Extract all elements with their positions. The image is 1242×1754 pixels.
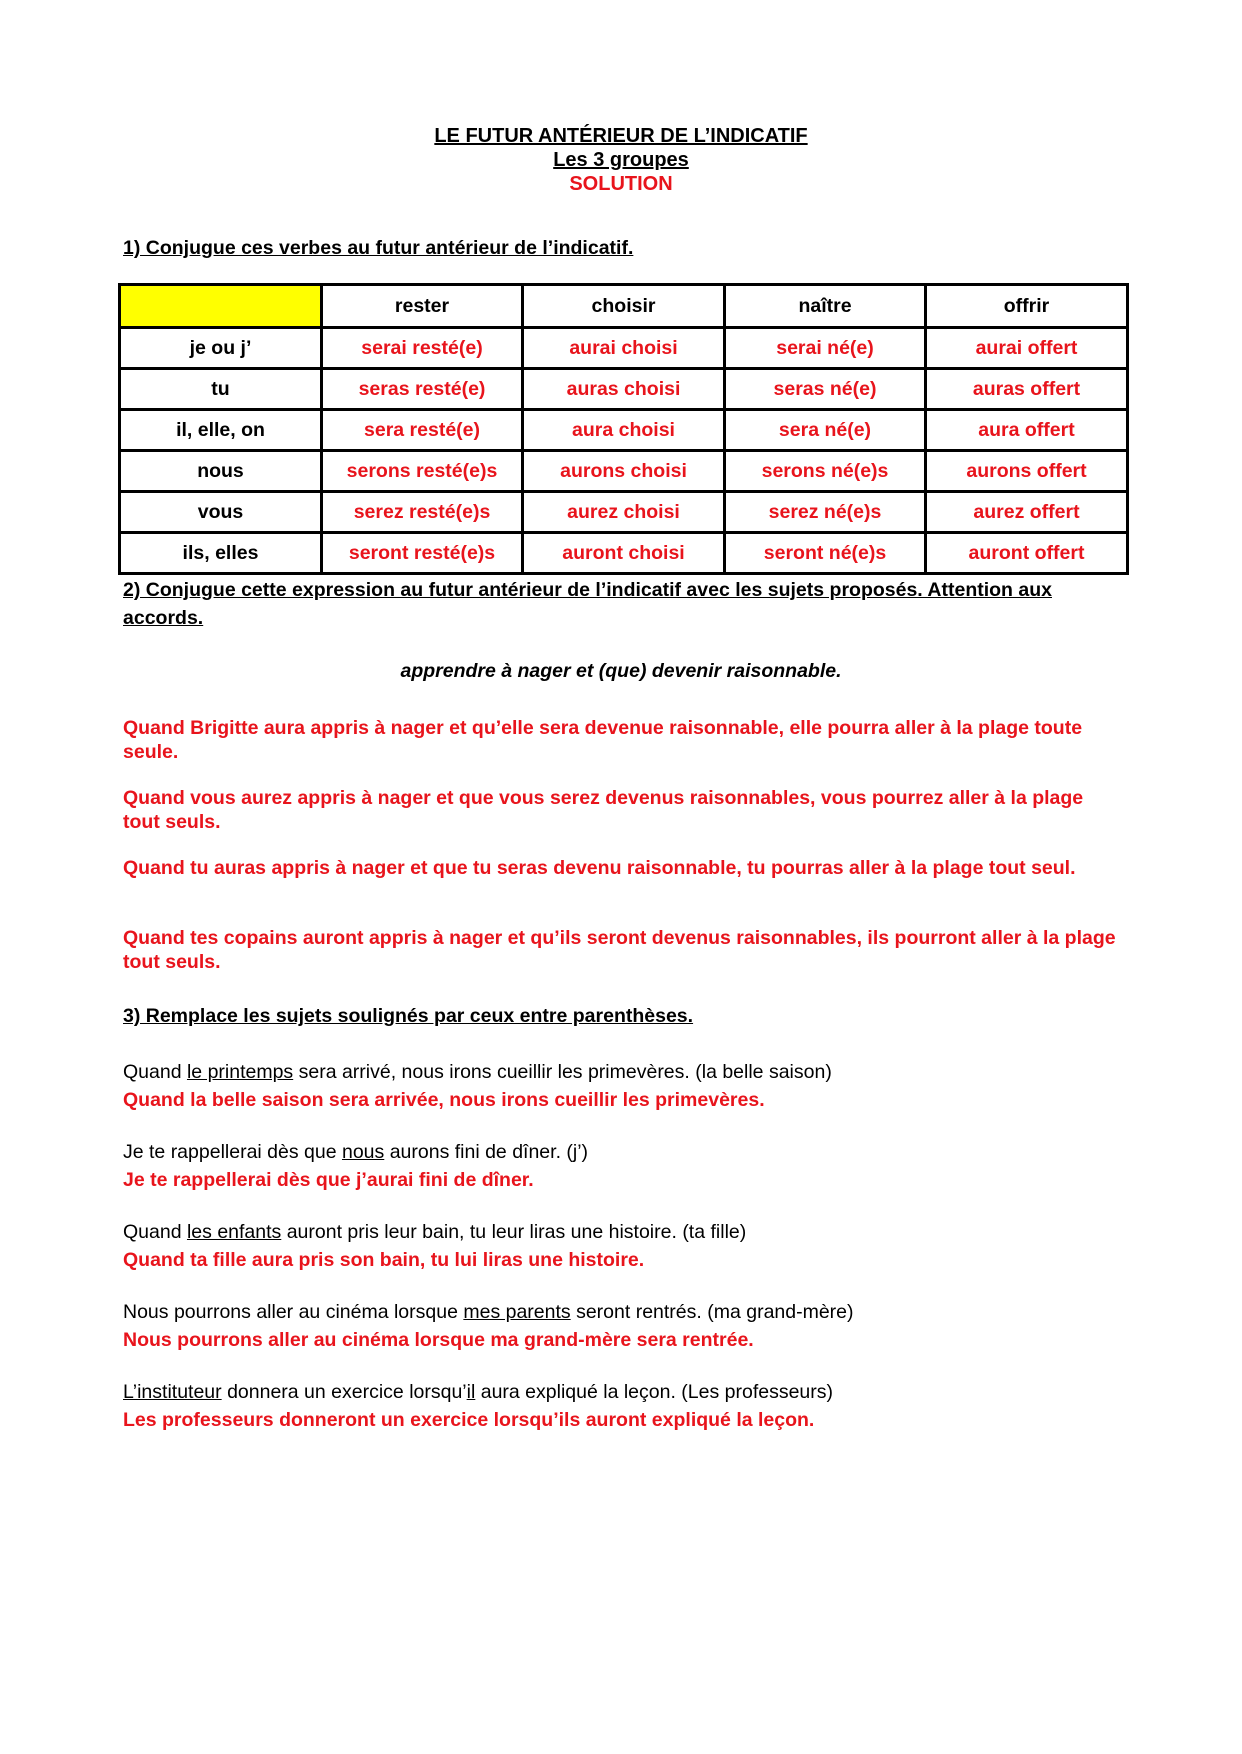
table-row bbox=[120, 369, 1128, 410]
pronoun-cell: tu bbox=[120, 369, 322, 410]
conjugation-cell: auront offert bbox=[926, 533, 1128, 574]
exercise-answer: Les professeurs donneront un exercice lorsqu’ils auront expliqué la leçon. bbox=[123, 1409, 815, 1431]
section2-answer: Quand tu auras appris à nager et que tu seras devenu raisonnable, tu pourras aller à la plage tout seul. bbox=[123, 857, 1076, 879]
exercise-answer: Je te rappellerai dès que j’aurai fini de dîner. bbox=[123, 1169, 534, 1191]
pronoun-cell: je ou j’ bbox=[120, 328, 322, 369]
conjugation-cell: aurons choisi bbox=[523, 451, 725, 492]
sentence-part: seront rentrés. (ma grand-mère) bbox=[570, 1301, 854, 1323]
exercise-answer: Quand la belle saison sera arrivée, nous irons cueillir les primevères. bbox=[123, 1089, 765, 1111]
conjugation-cell: aurai choisi bbox=[523, 328, 725, 369]
verb-header: naître bbox=[725, 285, 926, 328]
table-row bbox=[120, 451, 1128, 492]
conjugation-cell: aurez offert bbox=[926, 492, 1128, 533]
conjugation-cell: aurai offert bbox=[926, 328, 1128, 369]
sentence-part: aurons fini de dîner. (j’) bbox=[384, 1141, 589, 1163]
section2-answer: Quand Brigitte aura appris à nager et qu’elle sera devenue raisonnable, elle pourra aller à la plage toute seule. bbox=[123, 717, 1083, 763]
table-header-row bbox=[120, 285, 1128, 328]
conjugation-cell: sera né(e) bbox=[725, 410, 926, 451]
underlined-subject: les enfants bbox=[186, 1221, 282, 1243]
underlined-subject: nous bbox=[341, 1141, 385, 1163]
sentence-part: auront pris leur bain, tu leur liras une histoire. (ta fille) bbox=[281, 1221, 747, 1243]
sentence-part: Je te rappellerai dès que bbox=[123, 1141, 342, 1163]
underlined-subject: L’instituteur bbox=[123, 1381, 222, 1403]
exercise-sentence bbox=[123, 1140, 1123, 1164]
conjugation-cell: aura choisi bbox=[523, 410, 725, 451]
exercise-sentence bbox=[123, 1380, 1123, 1404]
table-row bbox=[120, 533, 1128, 574]
underlined-subject: mes parents bbox=[463, 1301, 571, 1323]
section2-instruction: 2) Conjugue cette expression au futur antérieur de l’indicatif avec les sujets proposés. Attention aux accords. bbox=[123, 579, 1052, 629]
sentence-part: Nous pourrons aller au cinéma lorsque bbox=[123, 1301, 464, 1323]
conjugation-cell: aura offert bbox=[926, 410, 1128, 451]
solution-label: SOLUTION bbox=[569, 173, 673, 195]
conjugation-cell: seront resté(e)s bbox=[322, 533, 523, 574]
sentence-part: aura expliqué la leçon. (Les professeurs) bbox=[475, 1381, 834, 1403]
conjugation-cell: seras né(e) bbox=[725, 369, 926, 410]
conjugation-cell: serai resté(e) bbox=[322, 328, 523, 369]
pronoun-cell: il, elle, on bbox=[120, 410, 322, 451]
section2-answer: Quand tes copains auront appris à nager et qu’ils seront devenus raisonnables, ils pourront aller à la plage tout seuls. bbox=[123, 927, 1116, 973]
underlined-subject: le printemps bbox=[186, 1061, 294, 1083]
conjugation-table bbox=[118, 283, 1129, 575]
conjugation-cell: serai né(e) bbox=[725, 328, 926, 369]
worksheet-title: LE FUTUR ANTÉRIEUR DE L’INDICATIF bbox=[434, 125, 808, 147]
table-row bbox=[120, 492, 1128, 533]
table-row bbox=[120, 328, 1128, 369]
verb-header: offrir bbox=[926, 285, 1128, 328]
exercise-answer: Nous pourrons aller au cinéma lorsque ma grand-mère sera rentrée. bbox=[123, 1329, 754, 1351]
expression-prompt: apprendre à nager et (que) devenir raisonnable. bbox=[400, 660, 842, 682]
verb-header: choisir bbox=[523, 285, 725, 328]
conjugation-cell: sera resté(e) bbox=[322, 410, 523, 451]
sentence-part: Quand bbox=[123, 1221, 187, 1243]
pronoun-cell: ils, elles bbox=[120, 533, 322, 574]
conjugation-cell: auront choisi bbox=[523, 533, 725, 574]
conjugation-cell: seront né(e)s bbox=[725, 533, 926, 574]
header-blank-cell bbox=[120, 285, 322, 328]
conjugation-cell: serons resté(e)s bbox=[322, 451, 523, 492]
conjugation-cell: aurons offert bbox=[926, 451, 1128, 492]
conjugation-cell: auras choisi bbox=[523, 369, 725, 410]
exercise-answer: Quand ta fille aura pris son bain, tu lui liras une histoire. bbox=[123, 1249, 645, 1271]
pronoun-cell: vous bbox=[120, 492, 322, 533]
conjugation-cell: serez resté(e)s bbox=[322, 492, 523, 533]
section3-instruction: 3) Remplace les sujets soulignés par ceux entre parenthèses. bbox=[123, 1005, 694, 1027]
worksheet-subtitle: Les 3 groupes bbox=[553, 149, 689, 171]
verb-header: rester bbox=[322, 285, 523, 328]
sentence-part: sera arrivé, nous irons cueillir les primevères. (la belle saison) bbox=[293, 1061, 832, 1083]
sentence-part: Quand bbox=[123, 1061, 187, 1083]
conjugation-cell: aurez choisi bbox=[523, 492, 725, 533]
underlined-subject: il bbox=[466, 1381, 476, 1403]
table-row bbox=[120, 410, 1128, 451]
conjugation-cell: serez né(e)s bbox=[725, 492, 926, 533]
exercise-sentence bbox=[123, 1220, 1123, 1244]
section1-instruction: 1) Conjugue ces verbes au futur antérieur de l’indicatif. bbox=[123, 237, 634, 259]
conjugation-cell: auras offert bbox=[926, 369, 1128, 410]
section2-answer: Quand vous aurez appris à nager et que vous serez devenus raisonnables, vous pourrez aller à la plage tout seuls. bbox=[123, 787, 1084, 833]
exercise-sentence bbox=[123, 1300, 1123, 1324]
conjugation-cell: seras resté(e) bbox=[322, 369, 523, 410]
pronoun-cell: nous bbox=[120, 451, 322, 492]
sentence-part: donnera un exercice lorsqu’ bbox=[221, 1381, 467, 1403]
conjugation-cell: serons né(e)s bbox=[725, 451, 926, 492]
exercise-sentence bbox=[123, 1060, 1123, 1084]
